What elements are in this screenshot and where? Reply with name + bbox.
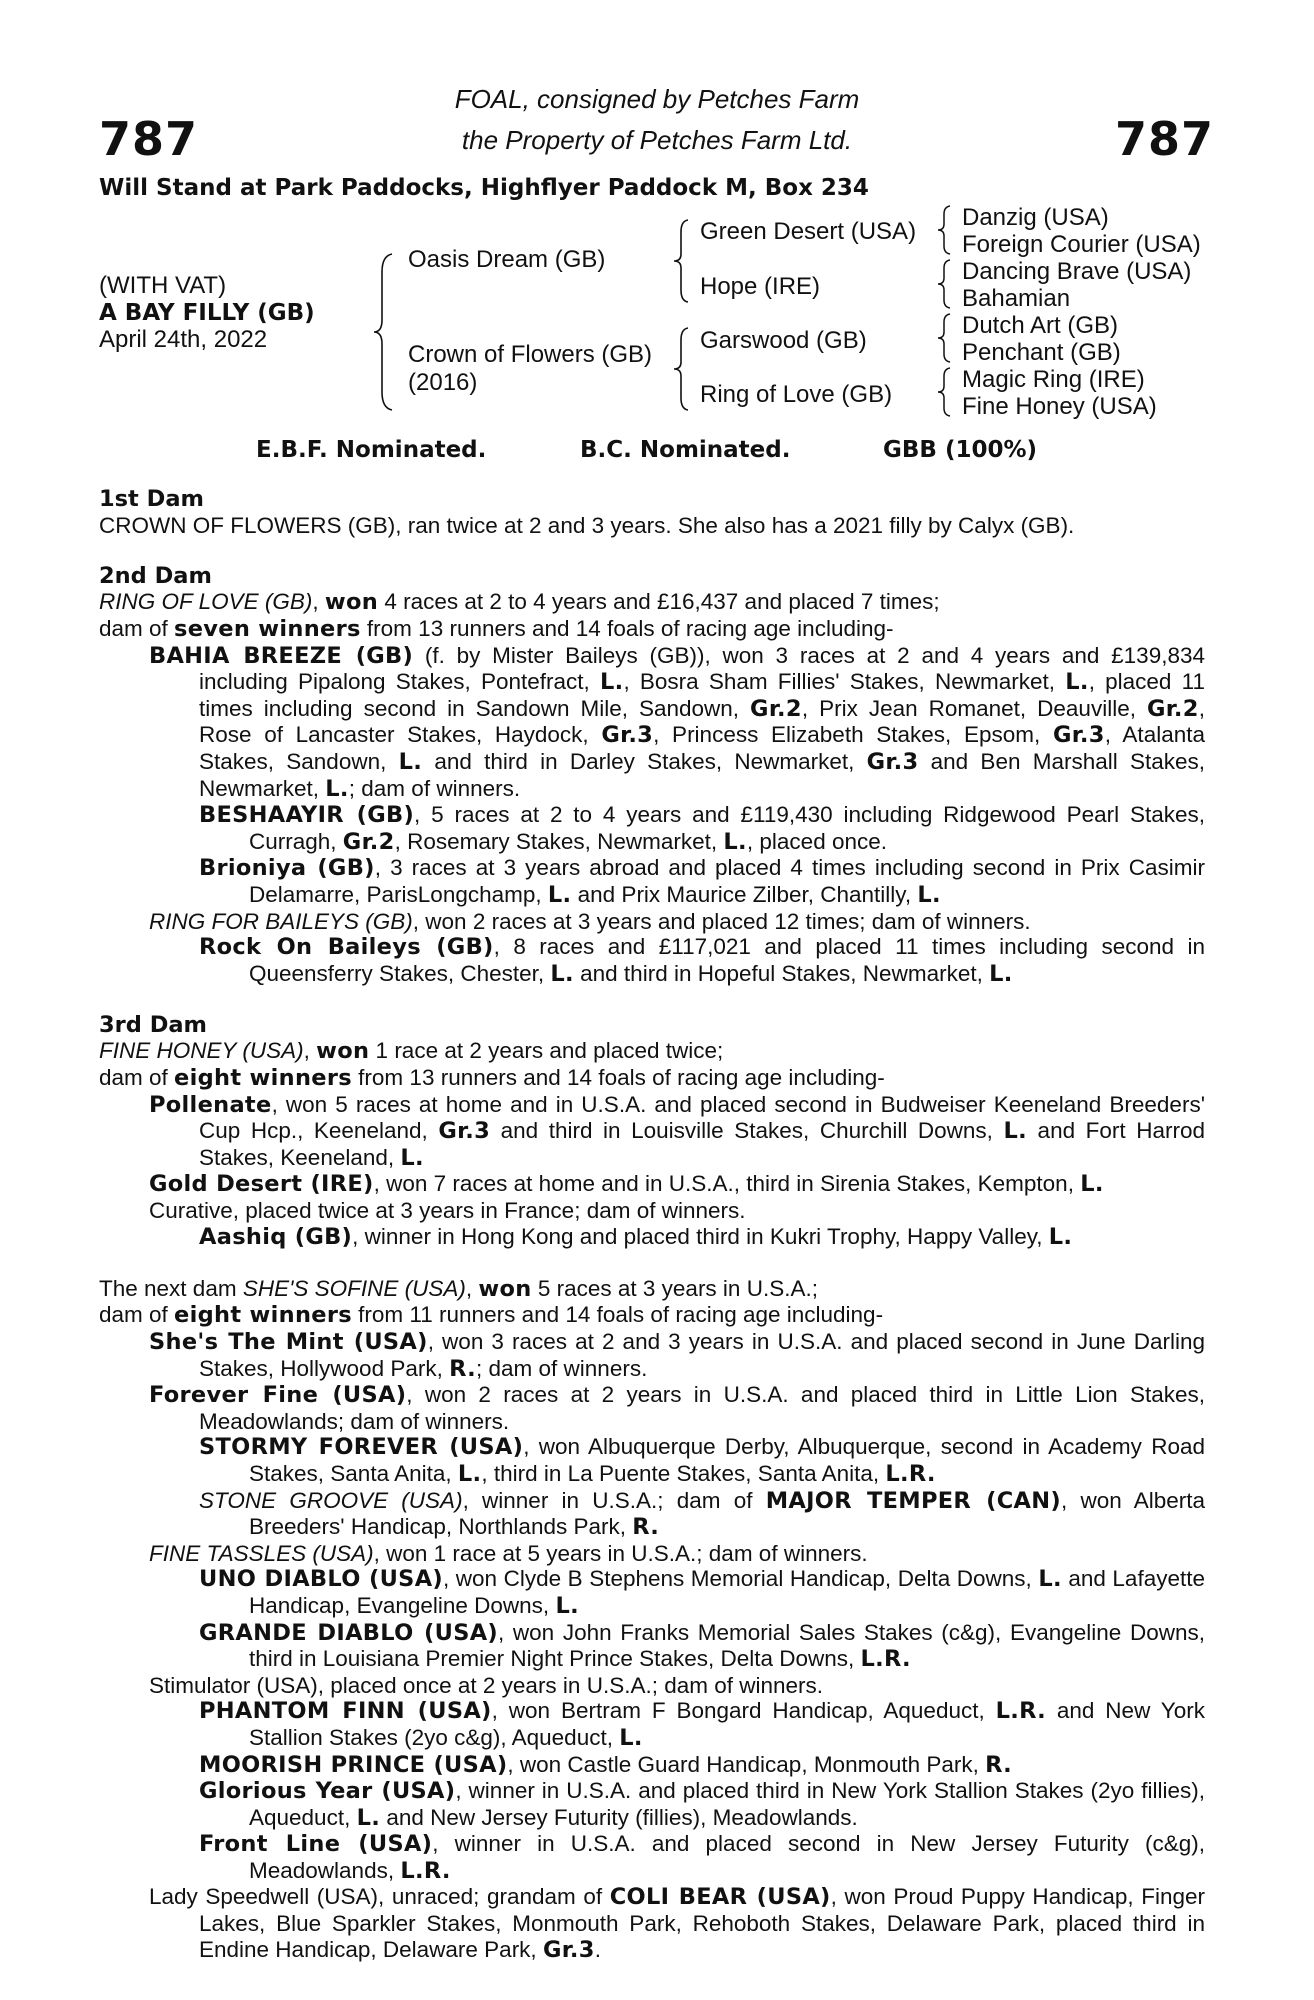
next-dam-summary: The next dam SHE'S SOFINE (USA), won 5 races at 3 years in U.S.A.; xyxy=(99,1275,818,1302)
pedigree-ggp-2: Foreign Courier (USA) xyxy=(962,231,1201,258)
pedigree-sire-sire: Green Desert (USA) xyxy=(700,218,917,245)
produce-entry: Stimulator (USA), placed once at 2 years in U.S.A.; dam of winners. xyxy=(149,1672,824,1698)
produce-entry: UNO DIABLO (USA), won Clyde B Stephens Memorial Handicap, Delta Downs, L. and Lafayette Handicap, Evangeline Downs, L. xyxy=(199,1566,1205,1619)
pedigree-ggp-1: Danzig (USA) xyxy=(962,204,1109,231)
pedigree-ggp-5: Dutch Art (GB) xyxy=(962,312,1119,339)
pedigree-brace-ggp-4 xyxy=(936,366,954,418)
pedigree-ggp-4: Bahamian xyxy=(962,285,1071,312)
pedigree-dam-sire: Garswood (GB) xyxy=(700,327,867,354)
produce-entry: Rock On Baileys (GB), 8 races and £117,021 and placed 11 times including second in Queensferry Stakes, Chester, L. and third in Hopeful Stakes, Newmarket, L. xyxy=(199,934,1205,987)
pedigree-ggp-3: Dancing Brave (USA) xyxy=(962,258,1192,285)
produce-entry: BESHAAYIR (GB), 5 races at 2 to 4 years and £119,430 including Ridgewood Pearl Stakes, Curragh, Gr.2, Rosemary Stakes, Newmarket, L., placed once. xyxy=(199,802,1206,855)
produce-entry: Pollenate, won 5 races at home and in U.S.A. and placed second in Budweiser Keeneland Breeders' Cup Hcp., Keeneland, Gr.3 and third in Louisville Stakes, Churchill Downs, L. and Fort Harrod Stakes, Keeneland, L. xyxy=(149,1091,1205,1171)
pedigree-dam-year: (2016) xyxy=(408,369,478,396)
pedigree-ggp-8: Fine Honey (USA) xyxy=(962,393,1157,420)
pedigree-sire-dam: Hope (IRE) xyxy=(700,273,821,300)
gbb-status: GBB (100%) xyxy=(883,437,1038,463)
produce-entry: STORMY FOREVER (USA), won Albuquerque Derby, Albuquerque, second in Academy Road Stakes, Santa Anita, L., third in La Puente Stakes, Santa Anita, L.R. xyxy=(199,1434,1205,1487)
produce-entry: GRANDE DIABLO (USA), won John Franks Memorial Sales Stakes (c&g), Evangeline Downs, third in Louisiana Premier Night Prince Stakes, Delta Downs, L.R. xyxy=(199,1619,1205,1673)
stand-location: Will Stand at Park Paddocks, Highflyer Paddock M, Box 234 xyxy=(99,175,869,201)
produce-entry: Lady Speedwell (USA), unraced; grandam of COLI BEAR (USA), won Proud Puppy Handicap, Finger Lakes, Blue Sparkler Stakes, Monmouth Park, Rehoboth Stakes, Delaware Park, placed third in Endine Handicap, Delaware Park, Gr.3. xyxy=(149,1884,1205,1963)
pedigree-dam-dam: Ring of Love (GB) xyxy=(700,381,893,408)
pedigree-brace-ggp-2 xyxy=(936,258,954,310)
pedigree-sire: Oasis Dream (GB) xyxy=(408,246,606,273)
produce-entry: Aashiq (GB), winner in Hong Kong and placed third in Kukri Trophy, Happy Valley, L. xyxy=(199,1223,1073,1250)
produce-entry: PHANTOM FINN (USA), won Bertram F Bongard Handicap, Aqueduct, L.R. and New York Stallion Stakes (2yo c&g), Aqueduct, L. xyxy=(199,1698,1205,1751)
produce-entry: RING FOR BAILEYS (GB), won 2 races at 3 years and placed 12 times; dam of winners. xyxy=(149,908,1031,934)
second-dam-heading: 2nd Dam xyxy=(99,562,212,589)
produce-entry: Forever Fine (USA), won 2 races at 2 years in U.S.A. and placed third in Little Lion Stakes, Meadowlands; dam of winners. xyxy=(149,1382,1205,1434)
third-dam-heading: 3rd Dam xyxy=(99,1011,207,1038)
produce-entry: Gold Desert (IRE), won 7 races at home and in U.S.A., third in Sirenia Stakes, Kempton, L. xyxy=(149,1171,1104,1198)
pedigree-brace-dam xyxy=(672,326,692,412)
produce-entry: Curative, placed twice at 3 years in France; dam of winners. xyxy=(149,1198,746,1224)
pedigree-ggp-6: Penchant (GB) xyxy=(962,339,1121,366)
third-dam-produce: dam of eight winners from 13 runners and 14 foals of racing age including- xyxy=(99,1065,885,1092)
produce-entry: She's The Mint (USA), won 3 races at 2 and 3 years in U.S.A. and placed second in June Darling Stakes, Hollywood Park, R.; dam of winners. xyxy=(149,1329,1205,1382)
consignor-line-1: FOAL, consigned by Petches Farm xyxy=(454,84,860,114)
third-dam-summary: FINE HONEY (USA), won 1 race at 2 years and placed twice; xyxy=(99,1038,724,1065)
produce-record xyxy=(99,487,1205,1963)
second-dam-produce: dam of seven winners from 13 runners and 14 foals of racing age including- xyxy=(99,615,894,642)
pedigree-brace-ggp-3 xyxy=(936,312,954,364)
ebf-nomination: E.B.F. Nominated. xyxy=(256,437,487,463)
first-dam-heading: 1st Dam xyxy=(99,486,204,512)
produce-entry: BAHIA BREEZE (GB) (f. by Mister Baileys (GB)), won 3 races at 2 and 4 years and £139,834 including Pipalong Stakes, Pontefract, L., Bosra Sham Fillies' Stakes, Newmarket, L., placed 11 times including second in Sandown Mile, Sandown, Gr.2, Prix Jean Romanet, Deauville, Gr.2, Rose of Lancaster Stakes, Haydock, Gr.3, Princess Elizabeth Stakes, Epsom, Gr.3, Atalanta Stakes, Sandown, L. and third in Darley Stakes, Newmarket, Gr.3 and Ben Marshall Stakes, Newmarket, L.; dam of winners. xyxy=(149,642,1205,802)
first-dam-text: CROWN OF FLOWERS (GB), ran twice at 2 and 3 years. She also has a 2021 filly by Calyx (GB). xyxy=(99,512,1075,538)
bc-nomination: B.C. Nominated. xyxy=(580,437,791,463)
pedigree-brace-main xyxy=(372,252,396,412)
pedigree-brace-ggp-1 xyxy=(936,204,954,256)
lot-number-right: 787 xyxy=(1115,112,1215,166)
foaling-date: April 24th, 2022 xyxy=(99,326,268,353)
produce-entry: Front Line (USA), winner in U.S.A. and placed second in New Jersey Futurity (c&g), Meadowlands, L.R. xyxy=(199,1831,1205,1884)
pedigree-ggp-7: Magic Ring (IRE) xyxy=(962,366,1145,393)
produce-entry: STONE GROOVE (USA), winner in U.S.A.; dam of MAJOR TEMPER (CAN), won Alberta Breeders' Handicap, Northlands Park, R. xyxy=(199,1487,1205,1541)
vat-note: (WITH VAT) xyxy=(99,272,227,299)
pedigree-dam: Crown of Flowers (GB) xyxy=(408,341,653,368)
produce-entry: Brioniya (GB), 3 races at 3 years abroad and placed 4 times including second in Prix Casimir Delamarre, ParisLongchamp, L. and Prix Maurice Zilber, Chantilly, L. xyxy=(199,855,1205,908)
pedigree-brace-sire xyxy=(672,218,692,304)
consignor-line-2: the Property of Petches Farm Ltd. xyxy=(461,125,853,155)
produce-entry: Glorious Year (USA), winner in U.S.A. and placed third in New York Stallion Stakes (2yo fillies), Aqueduct, L. and New Jersey Futurity (fillies), Meadowlands. xyxy=(199,1778,1206,1831)
second-dam-summary: RING OF LOVE (GB), won 4 races at 2 to 4 years and £16,437 and placed 7 times; xyxy=(99,589,940,616)
horse-name: A BAY FILLY (GB) xyxy=(99,300,315,326)
next-dam-produce: dam of eight winners from 11 runners and 14 foals of racing age including- xyxy=(99,1302,884,1329)
lot-number-left: 787 xyxy=(99,112,199,166)
produce-entry: FINE TASSLES (USA), won 1 race at 5 years in U.S.A.; dam of winners. xyxy=(149,1540,868,1566)
produce-entry: MOORISH PRINCE (USA), won Castle Guard Handicap, Monmouth Park, R. xyxy=(199,1751,1013,1778)
